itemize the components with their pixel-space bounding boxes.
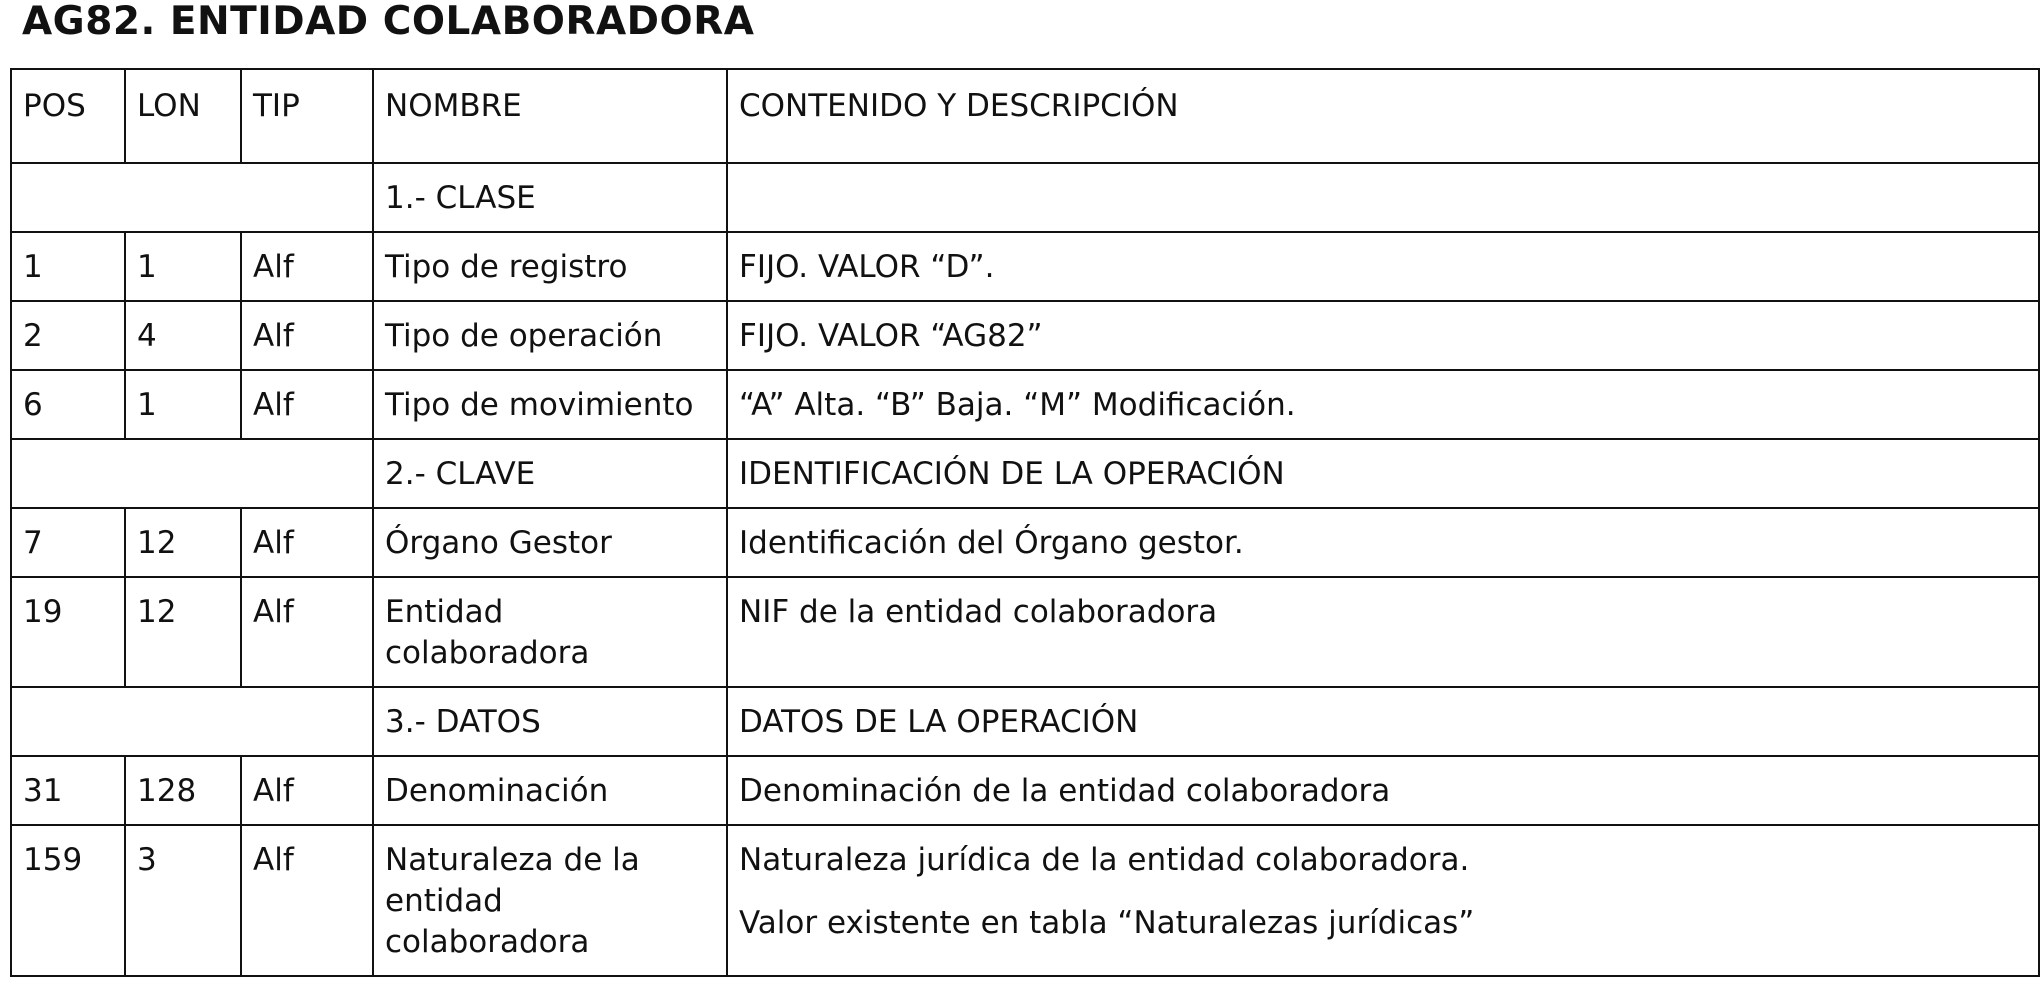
cell-nombre: Denominación — [373, 756, 727, 825]
page-title: AG82. ENTIDAD COLABORADORA — [22, 0, 755, 44]
cell-descripcion — [727, 232, 2039, 301]
cell-nombre: Tipo de movimiento — [373, 370, 727, 439]
cell-nombre: Tipo de registro — [373, 232, 727, 301]
cell-nombre: Tipo de operación — [373, 301, 727, 370]
section-label: 2.- CLAVE — [373, 439, 727, 508]
description-line: Denominación de la entidad colaboradora — [739, 773, 1391, 809]
description-line: NIF de la entidad colaboradora — [739, 594, 1218, 630]
cell-tip: Alf — [241, 756, 373, 825]
table-row — [11, 577, 2039, 687]
section-spacer — [11, 163, 373, 232]
section-row-datos — [11, 687, 2039, 756]
cell-lon: 1 — [125, 232, 241, 301]
cell-pos: 31 — [11, 756, 125, 825]
table-row — [11, 232, 2039, 301]
section-row-clase — [11, 163, 2039, 232]
cell-lon: 12 — [125, 577, 241, 687]
table-body — [11, 163, 2039, 976]
cell-descripcion — [727, 508, 2039, 577]
cell-tip: Alf — [241, 232, 373, 301]
section-row-clave — [11, 439, 2039, 508]
cell-descripcion — [727, 825, 2039, 976]
cell-pos: 159 — [11, 825, 125, 976]
table-row — [11, 301, 2039, 370]
record-layout-table — [10, 68, 2040, 977]
header-nombre: NOMBRE — [373, 69, 727, 163]
cell-lon: 12 — [125, 508, 241, 577]
header-pos: POS — [11, 69, 125, 163]
description-line: FIJO. VALOR “D”. — [739, 249, 995, 285]
cell-descripcion — [727, 577, 2039, 687]
cell-pos: 7 — [11, 508, 125, 577]
cell-tip: Alf — [241, 370, 373, 439]
cell-lon: 128 — [125, 756, 241, 825]
cell-lon: 3 — [125, 825, 241, 976]
cell-tip: Alf — [241, 508, 373, 577]
cell-pos: 19 — [11, 577, 125, 687]
section-label: 3.- DATOS — [373, 687, 727, 756]
cell-pos: 1 — [11, 232, 125, 301]
cell-lon: 4 — [125, 301, 241, 370]
cell-nombre: Entidad colaboradora — [373, 577, 727, 687]
description-line: Naturaleza jurídica de la entidad colaboradora. — [739, 842, 1470, 878]
cell-pos: 6 — [11, 370, 125, 439]
description-line: Identificación del Órgano gestor. — [739, 525, 1244, 561]
header-tip: TIP — [241, 69, 373, 163]
header-contenido: CONTENIDO Y DESCRIPCIÓN — [727, 69, 2039, 163]
section-spacer — [11, 439, 373, 508]
cell-nombre: Órgano Gestor — [373, 508, 727, 577]
cell-nombre: Naturaleza de la entidad colaboradora — [373, 825, 727, 976]
cell-pos: 2 — [11, 301, 125, 370]
header-lon: LON — [125, 69, 241, 163]
table-row — [11, 756, 2039, 825]
cell-descripcion — [727, 370, 2039, 439]
section-description: DATOS DE LA OPERACIÓN — [727, 687, 2039, 756]
cell-lon: 1 — [125, 370, 241, 439]
cell-tip: Alf — [241, 577, 373, 687]
cell-tip: Alf — [241, 301, 373, 370]
description-line: FIJO. VALOR “AG82” — [739, 318, 1043, 354]
section-description — [727, 163, 2039, 232]
cell-descripcion — [727, 756, 2039, 825]
table-row — [11, 825, 2039, 976]
section-description: IDENTIFICACIÓN DE LA OPERACIÓN — [727, 439, 2039, 508]
section-label: 1.- CLASE — [373, 163, 727, 232]
table-header-row — [11, 69, 2039, 163]
table-row — [11, 370, 2039, 439]
cell-tip: Alf — [241, 825, 373, 976]
cell-descripcion — [727, 301, 2039, 370]
table-row — [11, 508, 2039, 577]
description-line: “A” Alta. “B” Baja. “M” Modificación. — [739, 387, 1296, 423]
section-spacer — [11, 687, 373, 756]
description-line: Valor existente en tabla “Naturalezas jurídicas” — [739, 905, 1475, 941]
